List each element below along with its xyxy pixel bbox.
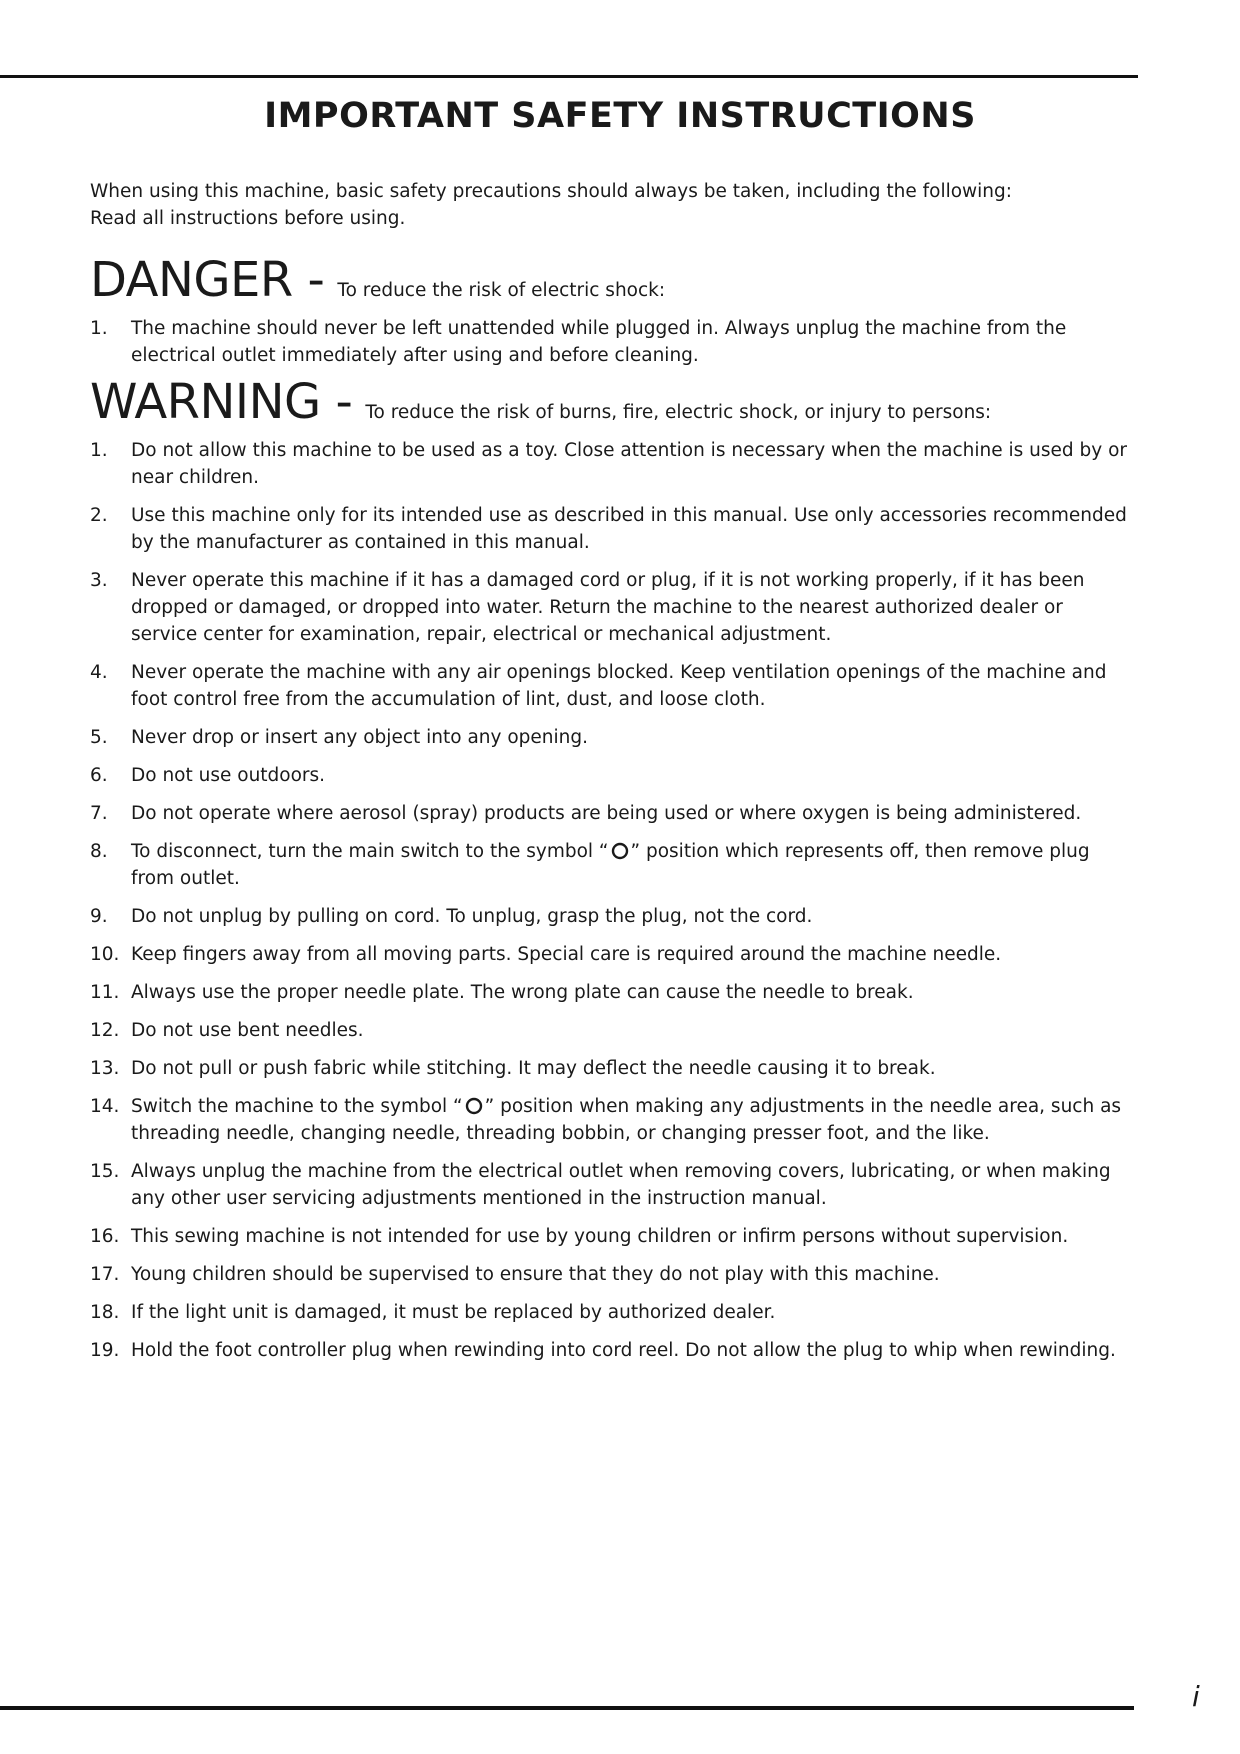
item-number: 7. [90, 803, 108, 824]
item-text-after: ” position which represents off, then remove plug from outlet. [131, 841, 1090, 889]
list-item [90, 762, 1135, 789]
item-number: 2. [90, 505, 108, 526]
intro-text [90, 178, 1130, 232]
list-item [90, 800, 1135, 827]
intro-line: Read all instructions before using. [90, 208, 406, 229]
danger-label: DANGER - [90, 252, 325, 308]
item-number: 11. [90, 982, 120, 1003]
item-number: 12. [90, 1020, 120, 1041]
list-item [90, 659, 1135, 713]
list-item [90, 838, 1135, 892]
item-text: If the light unit is damaged, it must be replaced by authorized dealer. [131, 1302, 776, 1323]
item-text: Do not operate where aerosol (spray) products are being used or where oxygen is being administered. [131, 803, 1082, 824]
list-item [90, 1055, 1135, 1082]
item-text: The machine should never be left unattended while plugged in. Always unplug the machine from the electrical outlet immediately after using and before cleaning. [131, 318, 1067, 366]
item-text: This sewing machine is not intended for use by young children or infirm persons without supervision. [131, 1226, 1069, 1247]
item-text: Always unplug the machine from the electrical outlet when removing covers, lubricating, or when making any other user servicing adjustments mentioned in the instruction manual. [131, 1161, 1111, 1209]
list-item [90, 724, 1135, 751]
list-item [90, 979, 1135, 1006]
item-text-after: ” position when making any adjustments in the needle area, such as threading needle, changing needle, threading bobbin, or changing presser foot, and the like. [131, 1096, 1122, 1144]
item-number: 10. [90, 944, 120, 965]
item-number: 9. [90, 906, 108, 927]
bottom-rule [0, 1706, 1134, 1710]
item-number: 14. [90, 1096, 120, 1117]
intro-line: When using this machine, basic safety precautions should always be taken, including the following: [90, 181, 1013, 202]
power-off-circle-icon [611, 842, 629, 860]
warning-subtitle: To reduce the risk of burns, fire, electric shock, or injury to persons: [365, 402, 992, 423]
item-text-before: To disconnect, turn the main switch to the symbol “ [131, 841, 609, 862]
item-number: 16. [90, 1226, 120, 1247]
list-item [90, 1093, 1135, 1147]
list-item [90, 941, 1135, 968]
list-item [90, 1337, 1135, 1364]
danger-heading [90, 252, 665, 308]
warning-list [90, 437, 1135, 1375]
danger-list [90, 315, 1135, 380]
item-text: Do not pull or push fabric while stitching. It may deflect the needle causing it to break. [131, 1058, 936, 1079]
item-number: 19. [90, 1340, 120, 1361]
list-item [90, 315, 1135, 369]
warning-heading [90, 374, 991, 430]
danger-subtitle: To reduce the risk of electric shock: [337, 280, 666, 301]
item-text: Do not use outdoors. [131, 765, 326, 786]
item-text-before: Switch the machine to the symbol “ [131, 1096, 463, 1117]
item-number: 13. [90, 1058, 120, 1079]
item-text: Do not allow this machine to be used as a toy. Close attention is necessary when the machine is used by or near children. [131, 440, 1128, 488]
item-text: Never drop or insert any object into any opening. [131, 727, 588, 748]
item-number: 5. [90, 727, 108, 748]
item-number: 1. [90, 440, 108, 461]
list-item [90, 567, 1135, 648]
list-item [90, 502, 1135, 556]
item-number: 1. [90, 318, 108, 339]
warning-label: WARNING - [90, 374, 353, 430]
item-text: Always use the proper needle plate. The wrong plate can cause the needle to break. [131, 982, 914, 1003]
item-text: Use this machine only for its intended use as described in this manual. Use only accessories recommended by the manufacturer as contained in this manual. [131, 505, 1127, 553]
item-text: Never operate this machine if it has a damaged cord or plug, if it is not working properly, if it has been dropped or damaged, or dropped into water. Return the machine to the nearest authorized dealer or service center for examination, repair, electrical or mechanical adjustment. [131, 570, 1085, 645]
power-off-circle-icon [465, 1097, 483, 1115]
item-number: 18. [90, 1302, 120, 1323]
page-title: IMPORTANT SAFETY INSTRUCTIONS [264, 96, 976, 136]
page-number: i [1192, 1680, 1200, 1713]
item-number: 15. [90, 1161, 120, 1182]
list-item [90, 903, 1135, 930]
list-item [90, 1017, 1135, 1044]
item-text: Do not unplug by pulling on cord. To unplug, grasp the plug, not the cord. [131, 906, 813, 927]
list-item [90, 1299, 1135, 1326]
item-text: Hold the foot controller plug when rewinding into cord reel. Do not allow the plug to whip when rewinding. [131, 1340, 1116, 1361]
list-item [90, 437, 1135, 491]
item-text: Never operate the machine with any air openings blocked. Keep ventilation openings of the machine and foot control free from the accumulation of lint, dust, and loose cloth. [131, 662, 1107, 710]
item-number: 3. [90, 570, 108, 591]
item-number: 6. [90, 765, 108, 786]
item-number: 4. [90, 662, 108, 683]
list-item [90, 1261, 1135, 1288]
item-text: Do not use bent needles. [131, 1020, 364, 1041]
item-number: 17. [90, 1264, 120, 1285]
list-item [90, 1223, 1135, 1250]
item-number: 8. [90, 841, 108, 862]
list-item [90, 1158, 1135, 1212]
item-text: Keep fingers away from all moving parts. Special care is required around the machine needle. [131, 944, 1002, 965]
top-rule [0, 75, 1138, 78]
item-text: Young children should be supervised to ensure that they do not play with this machine. [131, 1264, 940, 1285]
